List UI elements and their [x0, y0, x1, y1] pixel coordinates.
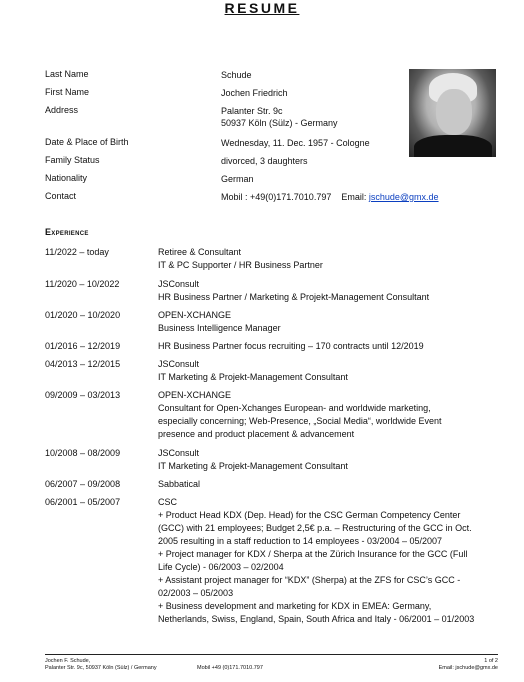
nationality-label: Nationality: [45, 173, 88, 183]
experience-description: [158, 447, 503, 473]
experience-line: CSC: [158, 497, 178, 507]
profile-photo: [409, 69, 496, 157]
experience-date: 09/2009 – 03/2013: [45, 390, 121, 400]
experience-line: OPEN-XCHANGE: [158, 310, 232, 320]
email-link[interactable]: jschude@gmx.de: [368, 192, 439, 202]
experience-date: 06/2001 – 05/2007: [45, 497, 121, 507]
experience-line: JSConsult: [158, 448, 200, 458]
experience-description: [158, 278, 503, 304]
birth-value: Wednesday, 11. Dec. 1957 - Cologne: [221, 138, 370, 148]
experience-line: presence and product placement & advancement: [158, 429, 355, 439]
experience-line: IT Marketing & Projekt-Management Consultant: [158, 461, 348, 471]
last-name-value: Schude: [221, 70, 252, 80]
experience-description: [158, 478, 503, 491]
email-label: Email:: [341, 192, 367, 202]
first-name-label: First Name: [45, 87, 90, 97]
experience-line: Sabbatical: [158, 479, 201, 489]
address-label: Address: [45, 105, 79, 115]
experience-date: 01/2016 – 12/2019: [45, 341, 121, 351]
page-title: RESUME: [224, 0, 300, 16]
experience-description: [158, 389, 503, 441]
address-line1: Palanter Str. 9c: [221, 106, 283, 116]
experience-line: + Business development and marketing for KDX in EMEA: Germany,: [158, 601, 432, 611]
family-label: Family Status: [45, 155, 100, 165]
contact-label: Contact: [45, 191, 77, 201]
experience-line: + Assistant project manager for “KDX” (Sherpa) at the ZFS for CSC’s GCC -: [158, 575, 461, 585]
experience-line: 2005 resulting in a staff reduction to 14 employees - 03/2004 – 05/2007: [158, 536, 443, 546]
experience-heading: Experience: [45, 227, 89, 237]
experience-line: IT Marketing & Projekt-Management Consultant: [158, 372, 348, 382]
contact-value: [221, 191, 439, 203]
address-line2: 50937 Köln (Sülz) - Germany: [221, 118, 338, 128]
first-name-value: Jochen Friedrich: [221, 88, 288, 98]
experience-description: [158, 340, 503, 353]
last-name-label: Last Name: [45, 69, 89, 79]
experience-description: [158, 309, 503, 335]
experience-description: [158, 358, 503, 384]
experience-line: HR Business Partner focus recruiting – 170 contracts until 12/2019: [158, 341, 424, 351]
experience-line: IT & PC Supporter / HR Business Partner: [158, 260, 323, 270]
experience-description: [158, 496, 503, 626]
experience-line: Retiree & Consultant: [158, 247, 242, 257]
experience-line: + Product Head KDX (Dep. Head) for the CSC German Competency Center: [158, 510, 461, 520]
footer-name: Jochen F. Schude,: [45, 658, 91, 664]
experience-description: [158, 246, 503, 272]
experience-line: Netherlands, Swiss, England, Spain, South Africa and Italy - 06/2001 – 01/2003: [158, 614, 475, 624]
experience-line: especially concerning; Web-Presence, „Social Media“, worldwide Event: [158, 416, 442, 426]
experience-date: 11/2020 – 10/2022: [45, 279, 120, 289]
footer-email: Email: jschude@gmx.de: [438, 665, 498, 671]
nationality-value: German: [221, 174, 254, 184]
footer-divider: [45, 654, 498, 655]
experience-date: 11/2022 – today: [45, 247, 109, 257]
experience-line: Life Cycle) - 06/2003 – 02/2004: [158, 562, 284, 572]
experience-line: Consultant for Open-Xchanges European- and worldwide marketing,: [158, 403, 431, 413]
experience-date: 01/2020 – 10/2020: [45, 310, 121, 320]
experience-line: (GCC) with 21 employees; Budget 2,5€ p.a. – Restructuring of the GCC in Oct.: [158, 523, 472, 533]
footer-address: Palanter Str. 9c, 50937 Köln (Sülz) / Germany: [45, 665, 157, 671]
family-value: divorced, 3 daughters: [221, 156, 308, 166]
experience-line: 02/2003 – 05/2003: [158, 588, 234, 598]
experience-line: HR Business Partner / Marketing & Projekt-Management Consultant: [158, 292, 430, 302]
experience-date: 06/2007 – 09/2008: [45, 479, 121, 489]
experience-line: + Project manager for KDX / Sherpa at the Zürich Insurance for the GCC (Full: [158, 549, 468, 559]
footer-mobile: Mobil +49 (0)171.7010.797: [197, 665, 263, 671]
experience-line: OPEN-XCHANGE: [158, 390, 232, 400]
experience-line: JSConsult: [158, 359, 200, 369]
mobile-number: Mobil : +49(0)171.7010.797: [221, 192, 332, 202]
birth-label: Date & Place of Birth: [45, 137, 129, 147]
experience-line: JSConsult: [158, 279, 200, 289]
experience-line: Business Intelligence Manager: [158, 323, 281, 333]
experience-date: 04/2013 – 12/2015: [45, 359, 121, 369]
footer-page-number: 1 of 2: [484, 658, 498, 664]
experience-date: 10/2008 – 08/2009: [45, 448, 121, 458]
